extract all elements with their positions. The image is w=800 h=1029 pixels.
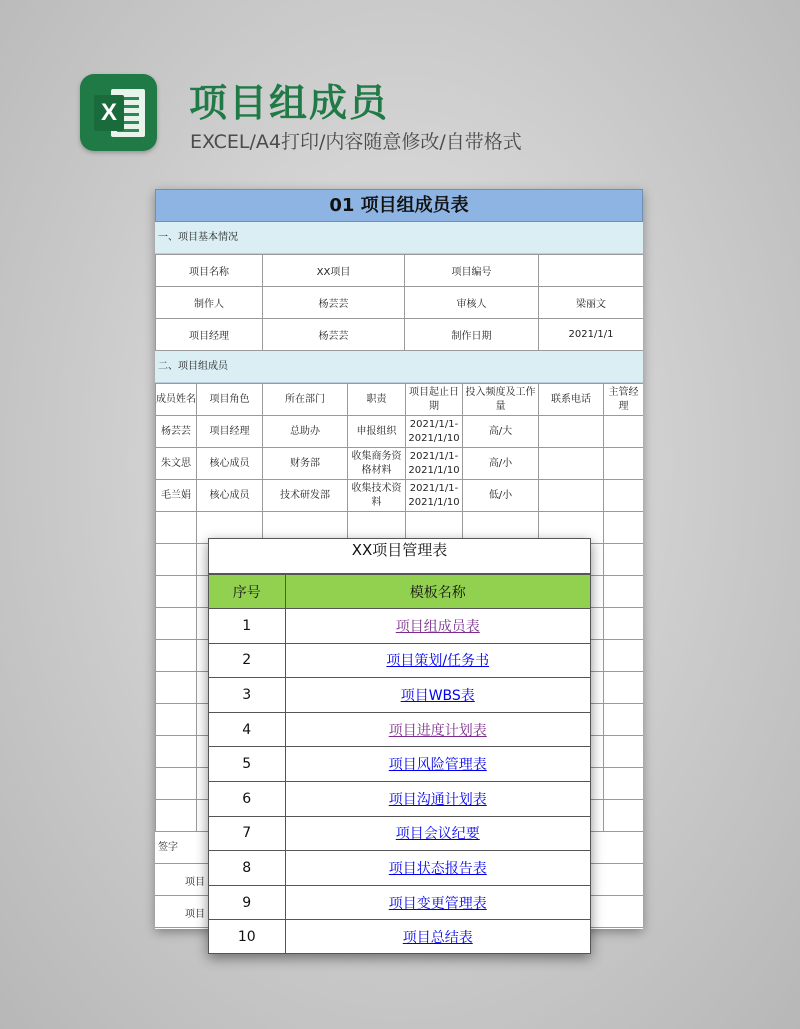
member-cell[interactable] (604, 416, 644, 448)
section-members: 二、项目组成员 (155, 351, 643, 383)
member-cell[interactable]: 高/小 (463, 448, 539, 480)
template-link[interactable]: 项目策划/任务书 (386, 653, 490, 670)
table-row (209, 609, 590, 644)
empty-cell[interactable] (156, 512, 197, 544)
member-cell[interactable]: 财务部 (263, 448, 348, 480)
empty-cell[interactable] (604, 736, 644, 768)
member-cell[interactable] (539, 416, 604, 448)
page-subtitle: EXCEL/A4打印/内容随意修改/自带格式 (190, 131, 522, 153)
cell-label: 项目名称 (156, 255, 263, 287)
table-row (209, 885, 590, 920)
table-row (156, 480, 644, 512)
column-header-name: 模板名称 (285, 575, 590, 609)
template-link-cell (285, 747, 590, 782)
table-row (209, 643, 590, 678)
column-header: 项目角色 (197, 384, 263, 416)
table-row (156, 448, 644, 480)
template-link-cell (285, 885, 590, 920)
cell-label: 项目经理 (156, 319, 263, 351)
template-link[interactable]: 项目WBS表 (400, 687, 475, 704)
member-cell[interactable]: 核心成员 (197, 448, 263, 480)
template-link[interactable]: 项目总结表 (402, 930, 473, 947)
template-link[interactable]: 项目沟通计划表 (388, 791, 487, 808)
empty-cell[interactable] (156, 704, 197, 736)
table-row (209, 747, 590, 782)
cell-label: 项目编号 (405, 255, 539, 287)
member-cell[interactable]: 收集技术资料 (348, 480, 406, 512)
row-number: 1 (209, 609, 285, 644)
template-link-cell (285, 816, 590, 851)
member-cell[interactable]: 朱文思 (156, 448, 197, 480)
template-link[interactable]: 项目状态报告表 (388, 860, 487, 877)
column-header: 所在部门 (263, 384, 348, 416)
empty-cell[interactable] (604, 544, 644, 576)
template-link[interactable]: 项目进度计划表 (388, 722, 487, 739)
table-row (156, 319, 644, 351)
cell-value[interactable]: 梁丽文 (539, 287, 644, 319)
sheet-title: 01 项目组成员表 (155, 189, 643, 222)
empty-cell[interactable] (156, 544, 197, 576)
template-link-cell (285, 712, 590, 747)
table-row (209, 851, 590, 886)
column-header: 联系电话 (539, 384, 604, 416)
empty-cell[interactable] (604, 640, 644, 672)
column-header: 主管经理 (604, 384, 644, 416)
empty-cell[interactable] (156, 672, 197, 704)
member-cell[interactable]: 2021/1/1-2021/1/10 (406, 448, 463, 480)
member-cell[interactable] (539, 480, 604, 512)
empty-cell[interactable] (604, 576, 644, 608)
sign-label: 签字 (155, 832, 643, 864)
column-header: 成员姓名 (156, 384, 197, 416)
member-cell[interactable]: 2021/1/1-2021/1/10 (406, 416, 463, 448)
template-link[interactable]: 项目变更管理表 (388, 895, 487, 912)
template-link-cell (285, 678, 590, 713)
member-cell[interactable] (539, 448, 604, 480)
cell-value[interactable]: 杨芸芸 (263, 287, 405, 319)
template-link-cell (285, 781, 590, 816)
cell-value[interactable] (539, 255, 644, 287)
cell-value[interactable]: 2021/1/1 (539, 319, 644, 351)
template-link-cell (285, 851, 590, 886)
empty-cell[interactable] (604, 608, 644, 640)
row-number: 3 (209, 678, 285, 713)
member-cell[interactable]: 申报组织 (348, 416, 406, 448)
table-header-row (209, 575, 590, 609)
member-cell[interactable]: 高/大 (463, 416, 539, 448)
column-header: 项目起止日期 (406, 384, 463, 416)
template-link-cell (285, 643, 590, 678)
row-number: 2 (209, 643, 285, 678)
row-number: 10 (209, 920, 285, 955)
table-row (209, 712, 590, 747)
table-row (156, 416, 644, 448)
member-cell[interactable]: 总助办 (263, 416, 348, 448)
row-number: 7 (209, 816, 285, 851)
cell-value[interactable]: XX项目 (263, 255, 405, 287)
empty-cell[interactable] (604, 704, 644, 736)
row-number: 6 (209, 781, 285, 816)
member-cell[interactable]: 低/小 (463, 480, 539, 512)
empty-cell[interactable] (156, 608, 197, 640)
empty-cell[interactable] (156, 800, 197, 832)
empty-cell[interactable] (604, 800, 644, 832)
empty-cell[interactable] (156, 768, 197, 800)
template-link-cell (285, 609, 590, 644)
member-cell[interactable]: 项目经理 (197, 416, 263, 448)
member-cell[interactable]: 收集商务资格材料 (348, 448, 406, 480)
page-title: 项目组成员 (189, 81, 390, 125)
member-cell[interactable]: 毛兰娟 (156, 480, 197, 512)
template-link[interactable]: 项目风险管理表 (388, 757, 487, 774)
table-row (209, 781, 590, 816)
excel-icon (80, 74, 157, 151)
template-index-card (208, 538, 591, 954)
sign-sub-label: 项目 (185, 877, 205, 888)
table-row (209, 816, 590, 851)
member-cell[interactable]: 杨芸芸 (156, 416, 197, 448)
template-link[interactable]: 项目会议纪要 (395, 826, 480, 843)
member-cell[interactable] (604, 448, 644, 480)
column-header: 投入频度及工作量 (463, 384, 539, 416)
table-row (209, 920, 590, 955)
row-number: 4 (209, 712, 285, 747)
member-cell[interactable]: 2021/1/1-2021/1/10 (406, 480, 463, 512)
member-cell[interactable]: 核心成员 (197, 480, 263, 512)
table-row (156, 287, 644, 319)
empty-cell[interactable] (604, 768, 644, 800)
row-number: 8 (209, 851, 285, 886)
cell-label: 制作人 (156, 287, 263, 319)
table-row (209, 678, 590, 713)
excel-x-badge: X (94, 95, 124, 131)
empty-cell[interactable] (604, 512, 644, 544)
table-header-row (156, 384, 644, 416)
column-header-no: 序号 (209, 575, 285, 609)
row-number: 9 (209, 885, 285, 920)
sign-sub-label: 项目 (185, 909, 205, 920)
empty-cell[interactable] (604, 672, 644, 704)
template-index-title: XX项目管理表 (209, 539, 590, 574)
section-basic-info: 一、项目基本情况 (155, 222, 643, 254)
column-header: 职责 (348, 384, 406, 416)
empty-cell[interactable] (156, 640, 197, 672)
row-number: 5 (209, 747, 285, 782)
cell-label: 审核人 (405, 287, 539, 319)
cell-label: 制作日期 (405, 319, 539, 351)
table-row (156, 255, 644, 287)
template-link[interactable]: 项目组成员表 (395, 618, 480, 635)
member-cell[interactable] (604, 480, 644, 512)
cell-value[interactable]: 杨芸芸 (263, 319, 405, 351)
member-cell[interactable]: 技术研发部 (263, 480, 348, 512)
template-index-table (209, 574, 590, 954)
basic-info-table (155, 254, 643, 351)
empty-cell[interactable] (156, 576, 197, 608)
empty-cell[interactable] (156, 736, 197, 768)
template-link-cell (285, 920, 590, 955)
